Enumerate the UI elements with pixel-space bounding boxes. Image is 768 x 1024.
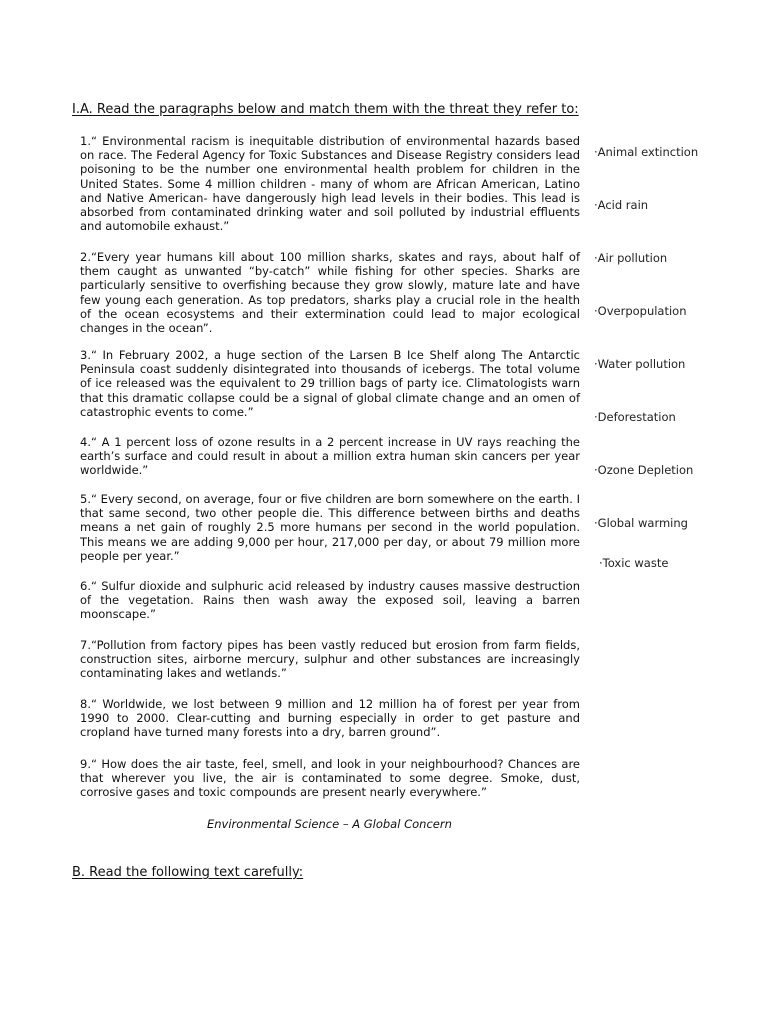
paragraph-5: 5.“ Every second, on average, four or five children are born somewhere on the earth. I that same second, two other people die. This difference between births and deaths means a net gain of roughly 2.5 more humans per second in the world population. This means we are adding 9,000 per hour, 217,000 per day, or about 79 million more people per year.” bbox=[80, 492, 580, 563]
paragraph-1: 1.“ Environmental racism is inequitable distribution of environmental hazards based on race. The Federal Agency for Toxic Substances and Disease Registry considers lead poisoning to be the number one environmental health problem for children in the United States. Some 4 million children - many of whom are African American, Latino and Native American- have dangerously high lead levels in their bodies. This lead is absorbed from contaminated drinking water and soil polluted by industrial effluents and automobile exhaust.” bbox=[80, 134, 580, 234]
paragraph-3: 3.“ In February 2002, a huge section of the Larsen B Ice Shelf along The Antarctic Peninsula coast suddenly disintegrated into thousands of icebergs. The total volume of ice released was the equivalent to 29 trillion bags of party ice. Climatologists warn that this dramatic collapse could be a signal of global climate change and an omen of catastrophic events to come.” bbox=[80, 348, 580, 419]
paragraph-4: 4.“ A 1 percent loss of ozone results in a 2 percent increase in UV rays reaching the earth’s surface and could result in about a million extra human skin cancers per year worldwide.” bbox=[80, 435, 580, 478]
threat-ozone-depletion: ·Ozone Depletion bbox=[594, 463, 694, 477]
paragraph-7: 7.“Pollution from factory pipes has been vastly reduced but erosion from farm fields, construction sites, airborne mercury, sulphur and other substances are increasingly contaminating lakes and wetlands.” bbox=[80, 638, 580, 681]
paragraph-6: 6.“ Sulfur dioxide and sulphuric acid released by industry causes massive destruction of the vegetation. Rains then wash away the exposed soil, leaving a barren moonscape.” bbox=[80, 579, 580, 622]
threat-overpopulation: ·Overpopulation bbox=[594, 304, 687, 318]
threat-acid-rain: ·Acid rain bbox=[594, 198, 649, 212]
threat-deforestation: ·Deforestation bbox=[594, 410, 676, 424]
threat-water-pollution: ·Water pollution bbox=[594, 357, 686, 371]
section-b-heading: B. Read the following text carefully: bbox=[72, 865, 304, 880]
threat-toxic-waste: ·Toxic waste bbox=[599, 556, 669, 570]
paragraph-8: 8.“ Worldwide, we lost between 9 million and 12 million ha of forest per year from 1990 to 2000. Clear-cutting and burning especially in order to get pasture and cropland have turned many forests into a dry, barren ground”. bbox=[80, 697, 580, 740]
threat-air-pollution: ·Air pollution bbox=[594, 251, 668, 265]
section-a-heading: I.A. Read the paragraphs below and match them with the threat they refer to: bbox=[72, 102, 579, 117]
paragraph-9: 9.“ How does the air taste, feel, smell, and look in your neighbourhood? Chances are that wherever you live, the air is contaminated to some degree. Smoke, dust, corrosive gases and toxic compounds are present nearly everywhere.” bbox=[80, 757, 580, 800]
threat-animal-extinction: ·Animal extinction bbox=[594, 145, 699, 159]
threat-global-warming: ·Global warming bbox=[594, 516, 688, 530]
source-citation: Environmental Science – A Global Concern bbox=[207, 817, 452, 831]
paragraph-2: 2.“Every year humans kill about 100 million sharks, skates and rays, about half of them caught as unwanted “by-catch” while fishing for other species. Sharks are particularly sensitive to overfishing because they grow slowly, mature late and have few young each generation. As top predators, sharks play a crucial role in the health of the ocean ecosystems and their extermination could lead to major ecological changes in the ocean”. bbox=[80, 250, 580, 336]
